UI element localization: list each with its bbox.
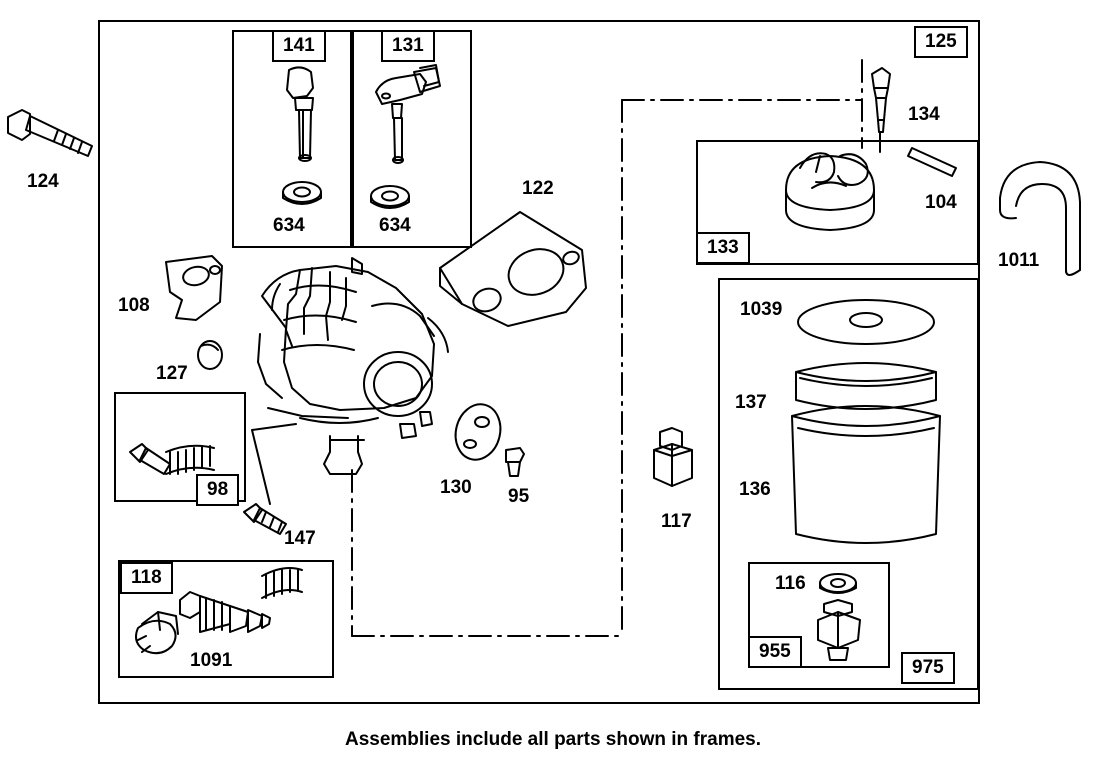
callout-634-left: [273, 216, 305, 235]
callout-137-text: 137: [735, 392, 767, 413]
callout-124: [27, 172, 59, 191]
callout-131-text: 131: [392, 35, 424, 56]
callout-634-right: [379, 216, 411, 235]
callout-955: [748, 636, 802, 668]
callout-147: [284, 529, 316, 548]
callout-1039-text: 1039: [740, 299, 783, 320]
callout-134: [908, 105, 940, 124]
callout-95-text: 95: [508, 486, 530, 507]
callout-104-text: 104: [925, 192, 957, 213]
diagram-caption-text: Assemblies include all parts shown in frames.: [344, 729, 762, 750]
callout-1011: [998, 251, 1039, 270]
callout-98: [196, 474, 239, 506]
callout-117: [661, 512, 692, 531]
callout-118: [120, 562, 173, 594]
callout-130: [440, 478, 472, 497]
diagram-caption: [0, 729, 1106, 751]
frame-131: [352, 30, 472, 248]
callout-127-text: 127: [156, 363, 188, 384]
callout-104: [925, 193, 957, 212]
callout-125-text: 125: [925, 31, 957, 52]
callout-147-text: 147: [284, 528, 316, 549]
callout-136: [739, 480, 771, 499]
callout-1039: [740, 300, 782, 319]
callout-1091-text: 1091: [190, 650, 233, 671]
callout-131: [381, 30, 435, 62]
callout-975: [901, 652, 955, 684]
callout-116: [775, 574, 806, 593]
callout-124-text: 124: [27, 171, 59, 192]
callout-1011-text: 1011: [998, 250, 1040, 271]
callout-122: [522, 179, 554, 198]
callout-634-right-text: 634: [379, 215, 411, 236]
callout-127: [156, 364, 188, 383]
callout-955-text: 955: [759, 641, 791, 662]
callout-108-text: 108: [118, 295, 150, 316]
callout-117-text: 117: [661, 511, 692, 532]
callout-133: [696, 232, 750, 264]
callout-133-text: 133: [707, 237, 739, 258]
callout-134-text: 134: [908, 104, 940, 125]
callout-130-text: 130: [440, 477, 472, 498]
callout-141: [272, 30, 326, 62]
callout-95: [508, 487, 529, 506]
callout-634-left-text: 634: [273, 215, 305, 236]
callout-141-text: 141: [283, 35, 315, 56]
callout-118-text: 118: [131, 567, 162, 588]
callout-116-text: 116: [775, 573, 806, 594]
callout-125: [914, 26, 968, 58]
callout-136-text: 136: [739, 479, 771, 500]
callout-137: [735, 393, 767, 412]
callout-98-text: 98: [207, 479, 229, 500]
callout-108: [118, 296, 150, 315]
callout-1091: [190, 651, 232, 670]
callout-975-text: 975: [912, 657, 944, 678]
callout-122-text: 122: [522, 178, 554, 199]
